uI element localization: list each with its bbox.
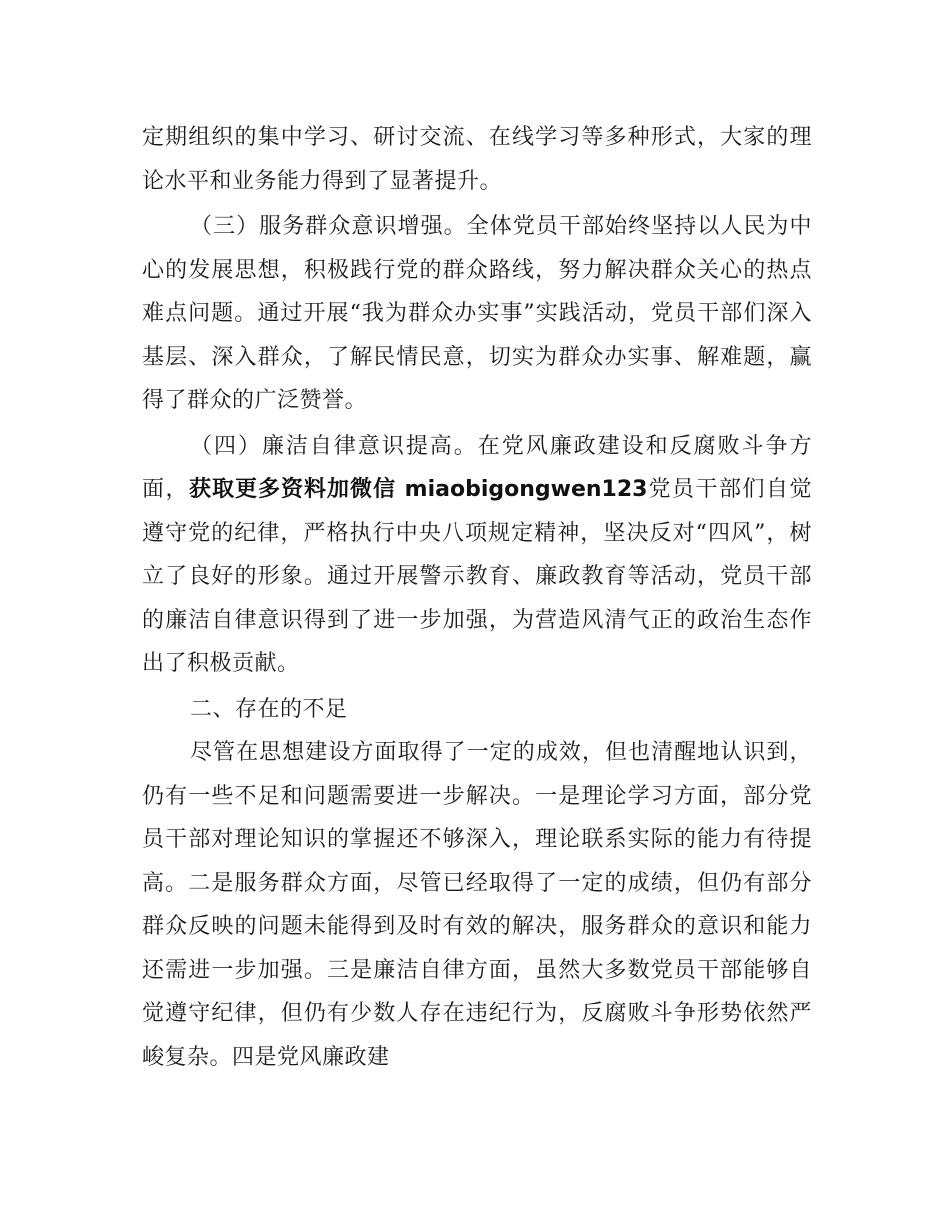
promo-wechat-text: 获取更多资料加微信 miaobigongwen123 [189, 477, 648, 502]
integrity-text-start: （四）廉洁自律意识提高。在党风廉政建设和反腐败斗争方面， [142, 433, 812, 502]
document-body [142, 116, 812, 1079]
paragraph-shortcomings: 尽管在思想建设方面取得了一定的成效，但也清醒地认识到，仍有一些不足和问题需要进一步解决。一是理论学习方面，部分党员干部对理论知识的掌握还不够深入，理论联系实际的能力有待提高。二是服务群众方面，尽管已经取得了一定的成绩，但仍有部分群众反映的问题未能得到及时有效的解决，服务群众的意识和能力还需进一步加强。三是廉洁自律方面，虽然大多数党员干部能够自觉遵守纪律，但仍有少数人存在违纪行为，反腐败斗争形势依然严峻复杂。四是党风廉政建 [142, 740, 812, 1070]
section-heading-shortcomings: 二、存在的不足 [190, 696, 348, 722]
paragraph-study-results: 定期组织的集中学习、研讨交流、在线学习等多种形式，大家的理论水平和业务能力得到了显著提升。 [142, 125, 812, 194]
integrity-text-end: 党员干部们自觉遵守党的纪律，严格执行中央八项规定精神，坚决反对“四风”，树立了良好的形象。通过开展警示教育、廉政教育等活动，党员干部的廉洁自律意识得到了进一步加强，为营造风清气正的政治生态作出了积极贡献。 [142, 477, 812, 676]
paragraph-integrity [142, 425, 812, 686]
paragraph-serve-masses: （三）服务群众意识增强。全体党员干部始终坚持以人民为中心的发展思想，积极践行党的群众路线，努力解决群众关心的热点难点问题。通过开展“我为群众办实事”实践活动，党员干部们深入基层、深入群众，了解民情民意，切实为群众办实事、解难题，赢得了群众的广泛赞誉。 [142, 214, 812, 413]
